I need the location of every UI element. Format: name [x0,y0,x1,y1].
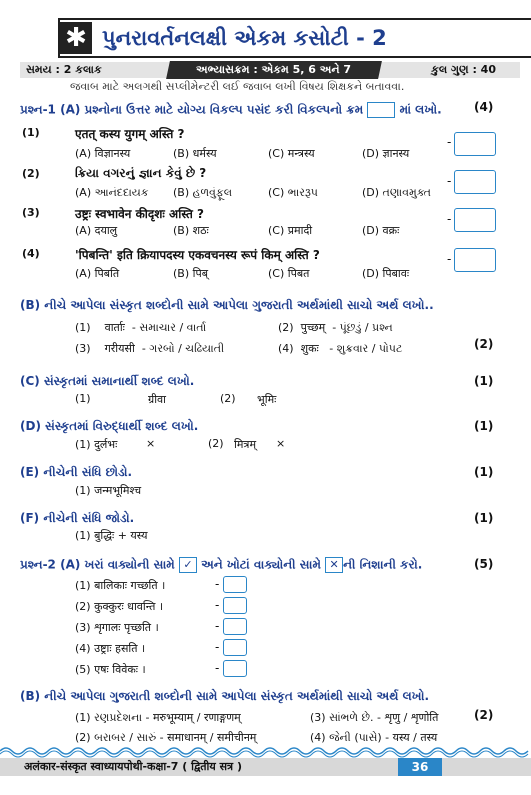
answer-dash: - [447,135,452,149]
q2b-item: (2) બરાબર / સારું - समाधानम् / समीचीनम् [75,731,257,744]
statement: (4) उष्ट्राः हसति । [75,642,146,655]
q1-item-num: (4) [22,247,40,260]
option-c: (C) मन्त्रस्य [268,147,315,160]
q1d-item-1: (1) दुर्लभः [75,438,118,451]
meaning-options: ગરબો / ચઢિયાતી [149,342,225,355]
tick-answer-box[interactable] [223,597,247,614]
tick-answer-box[interactable] [223,618,247,635]
q2-label-c: ની નિશાની કરો. [343,557,423,572]
q1e-item: (1) जन्मभूमिश्च [75,484,142,497]
answer-dash: - [215,661,220,675]
meaning-options: શુક્રવાર / પોપટ [336,342,403,355]
answer-dash: - [447,252,452,266]
instruction-note: જવાબ માટે અલગથી સપ્લીમેન્ટરી લઈ જવાબ લખી વિષય શિક્ષકને બતાવવા. [70,80,405,93]
page-title: પુનરાવર્તનલક્ષી એકમ કસોટી - 2 [102,26,387,50]
statement: (2) कुक्कुरः धावन्ति । [75,600,164,613]
answer-dash: - [215,577,220,591]
q1b-item [278,320,393,335]
answer-dash: - [447,174,452,188]
meaning-options: સમાચાર / વાર્તા [139,321,207,334]
q1-item-num: (1) [22,126,40,139]
q1b-marks: (2) [474,337,494,351]
q1-item-question: एतत् कस्य युगम् अस्ति ? [75,127,185,141]
syllabus-label: અભ્યાસક્રમ : એકમ 5, 6 અને 7 [196,63,352,76]
answer-dash: - [215,619,220,633]
q1b-item [75,341,224,356]
item-number: (3) [75,342,91,355]
item-number: (1) [75,321,91,334]
q1-item-num: (3) [22,206,40,219]
star-icon: ✱ [60,22,92,54]
q2b-marks: (2) [474,708,494,722]
q1d-word-2: मित्रम् [234,438,257,451]
q2b-item: (3) સાંભળે છે. - शृणु / शृणोति [310,711,439,724]
answer-box[interactable] [454,132,496,156]
item-number: (4) [278,342,294,355]
q2-marks: (5) [474,557,494,571]
q1c-marks: (1) [474,374,494,388]
q1b-item [278,341,402,356]
option-b: (B) धर्मस्य [173,147,217,160]
sanskrit-word: गरीयसी [104,342,135,355]
separator: - [141,342,146,355]
option-a: (A) दयालु [75,224,118,237]
q1-label-end: માં લખો. [399,102,442,117]
tick-answer-box[interactable] [223,660,247,677]
tick-answer-box[interactable] [223,639,247,656]
q1c-heading: (C) સંસ્કૃતમાં સમાનાર્થી શબ્દ લખો. [20,374,195,388]
option-c: (C) प्रमादी [268,224,313,237]
q1c-num-2: (2) [220,392,236,405]
statement: (3) शृगालः पृच्छति । [75,621,159,634]
q2-heading [20,557,422,573]
option-d: (D) ज्ञानस्य [362,147,410,160]
answer-dash: - [215,598,220,612]
q1e-marks: (1) [474,465,494,479]
q1b-heading: (B) નીચે આપેલા સંસ્કૃત શબ્દોની સામે આપેલા ગુજરાતી અર્થમાંથી સાચો અર્થ લખો.. [20,298,434,312]
q1-marks: (4) [474,100,494,114]
option-d: (D) पिबावः [362,267,410,280]
option-d: (D) તણાવમુક્ત [362,186,431,199]
q1-item-question: उष्ट्रः स्वभावेन कीदृशः अस्ति ? [75,207,204,221]
q1-label: પ્રશ્ન-1 (A) પ્રશ્નોના ઉત્તર માટે યોગ્ય વિકલ્પ પસંદ કરી વિકલ્પનો ક્રમ [20,102,364,117]
tick-answer-box[interactable] [223,576,247,593]
q2-label-b: અને ખોટાં વાક્યોની સામે [201,557,321,572]
cross-icon: × [146,437,156,450]
q1-heading [20,102,442,118]
q1c-word-1: ग्रीवा [148,393,167,406]
q1c-word-2: भूमिः [257,393,277,406]
separator: - [332,321,337,334]
q1-item-question: 'पिबन्ति' इति क्रियापदस्य एकवचनस्य रूपं किम् अस्ति ? [75,248,320,262]
option-a: (A) विज्ञानस्य [75,147,131,160]
separator: - [329,342,334,355]
q1f-item: (1) बुद्धिः + यस्य [75,529,148,542]
q2b-item: (4) જેની (પાસે) - यस्य / तस्य [310,731,438,744]
answer-dash: - [447,212,452,226]
sanskrit-word: पुच्छम् [300,321,326,334]
q1b-item [75,320,206,335]
sanskrit-word: शुकः [300,342,319,355]
item-number: (2) [278,321,294,334]
q2-label-a: પ્રશ્ન-2 (A) ખરાં વાક્યોની સામે [20,557,175,572]
meaning-options: પૂંછડું / પ્રશ્ન [339,321,393,334]
answer-box[interactable] [454,208,496,232]
option-d: (D) वक्रः [362,224,400,237]
option-a: (A) पिबति [75,267,120,280]
option-b: (B) शठः [173,224,209,237]
q1d-marks: (1) [474,419,494,433]
q1f-heading: (F) નીચેની સંધિ જોડો. [20,511,135,525]
q1c-num-1: (1) [75,392,91,405]
answer-box[interactable] [454,248,496,272]
tick-icon: ✓ [179,557,197,573]
answer-dash: - [215,640,220,654]
separator: - [131,321,136,334]
page-number: 36 [398,758,442,776]
q1-item-question: ક્રિયા વગરનું જ્ઞાન કેવું છે ? [75,166,207,180]
option-b: (B) હળવુંફૂલ [173,186,233,199]
time-label: સમય : 2 કલાક [26,63,102,76]
option-a: (A) આનંદદાયક [75,186,149,199]
q1f-marks: (1) [474,511,494,525]
book-title: अलंकार-संस्कृत स्वाध्यायपोथी-कक्षा-7 ( द्वितीय सत्र ) [24,760,242,773]
statement: (5) एषः विवेकः । [75,663,146,676]
wave-divider [0,744,531,758]
answer-code-box [367,102,395,118]
q2b-heading: (B) નીચે આપેલા ગુજરાતી શબ્દોની સામે આપેલા સંસ્કૃત અર્થમાંથી સાચો અર્થ લખો. [20,689,430,703]
q1e-heading: (E) નીચેની સંધિ છોડો. [20,465,133,479]
marks-label: કુલ ગુણ : 40 [431,63,496,76]
option-c: (C) ભારરૂપ [268,186,318,199]
q2b-item: (1) રણપ્રદેશના - मरुभूम्याम् / रणाङ्गणम् [75,711,241,724]
cross-icon: × [276,437,286,450]
option-b: (B) पिब् [173,267,209,280]
cross-box-icon: ✕ [325,557,343,573]
q1-item-num: (2) [22,167,40,180]
syllabus-tab [166,61,382,79]
option-c: (C) पिबत [268,267,310,280]
statement: (1) बालिकाः गच्छति । [75,579,166,592]
answer-box[interactable] [454,170,496,194]
sanskrit-word: वार्ताः [104,321,125,334]
q1d-num-2: (2) [208,437,224,450]
q1d-heading: (D) સંસ્કૃતમાં વિરુદ્ધાર્થી શબ્દ લખો. [20,419,199,433]
